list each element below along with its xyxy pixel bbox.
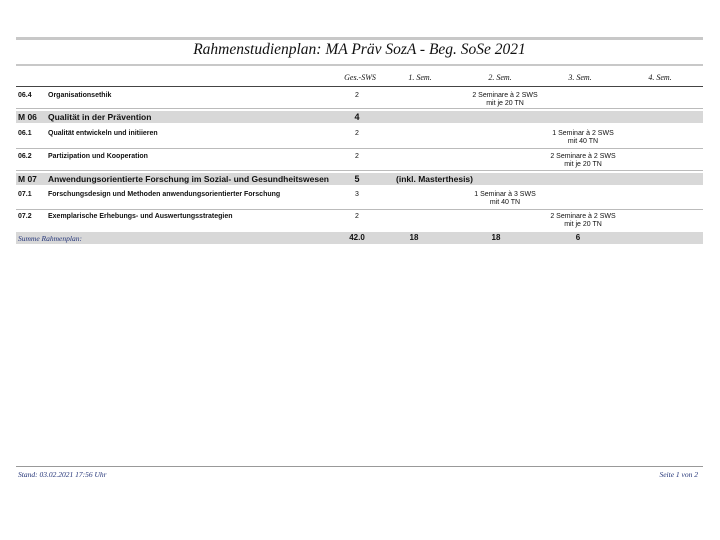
row-divider bbox=[16, 170, 703, 171]
header-sem4: 4. Sem. bbox=[648, 73, 672, 82]
module-header bbox=[16, 111, 703, 123]
title-rule bbox=[16, 64, 703, 66]
header-sws: Ges.-SWS bbox=[344, 73, 376, 82]
row-code: 06.4 bbox=[18, 92, 32, 99]
sem2-line2: mit 40 TN bbox=[489, 199, 521, 206]
sem3-line1: 1 Seminar à 2 SWS bbox=[552, 130, 614, 137]
row-code: 07.1 bbox=[18, 191, 32, 198]
sem2-line1: 1 Seminar à 3 SWS bbox=[474, 191, 536, 198]
module-header bbox=[16, 173, 703, 185]
summary-sws: 42.0 bbox=[349, 233, 365, 242]
row-sem3 bbox=[538, 213, 628, 229]
sem3-line1: 2 Seminare à 2 SWS bbox=[550, 213, 616, 220]
sem3-line2: mit je 20 TN bbox=[564, 161, 602, 168]
module-title: Anwendungsorientierte Forschung im Sozial- und Gesundheitswesen bbox=[48, 174, 330, 184]
row-sws: 2 bbox=[355, 153, 359, 160]
row-code: 07.2 bbox=[18, 213, 32, 220]
footer-page: Seite 1 von 2 bbox=[659, 470, 698, 479]
page-title: Rahmenstudienplan: MA Präv SozA - Beg. SoSe 2021 bbox=[193, 41, 526, 58]
sem2-line1: 2 Seminare à 2 SWS bbox=[472, 92, 538, 99]
sem2-line2: mit je 20 TN bbox=[486, 100, 524, 107]
row-code: 06.1 bbox=[18, 130, 32, 137]
module-code: M 07 bbox=[18, 174, 37, 184]
sem3-line1: 2 Seminare à 2 SWS bbox=[550, 153, 616, 160]
row-divider bbox=[16, 209, 703, 210]
row-sem3 bbox=[538, 153, 628, 169]
header-sem3: 3. Sem. bbox=[568, 73, 592, 82]
row-divider bbox=[16, 148, 703, 149]
module-sws: 4 bbox=[354, 112, 360, 122]
header-sem1: 1. Sem. bbox=[408, 73, 432, 82]
module-note: (inkl. Masterthesis) bbox=[396, 174, 473, 184]
row-title: Forschungsdesign und Methoden anwendungsorientierter Forschung bbox=[48, 191, 281, 198]
row-divider bbox=[16, 108, 703, 109]
row-title: Partizipation und Kooperation bbox=[48, 153, 148, 160]
summary-label: Summe Rahmenplan: bbox=[18, 234, 82, 243]
module-sws: 5 bbox=[354, 174, 360, 184]
row-sws: 2 bbox=[355, 130, 359, 137]
footer-rule bbox=[16, 466, 703, 467]
module-title: Qualität in der Prävention bbox=[48, 112, 152, 122]
footer-date: Stand: 03.02.2021 17:56 Uhr bbox=[18, 470, 107, 479]
row-title: Organisationsethik bbox=[48, 92, 112, 99]
header-sem2: 2. Sem. bbox=[488, 73, 512, 82]
row-title: Qualität entwickeln und initiieren bbox=[48, 130, 158, 137]
summary-sem2: 18 bbox=[491, 233, 501, 242]
sem3-line2: mit je 20 TN bbox=[564, 221, 602, 228]
row-sem2 bbox=[460, 191, 550, 207]
row-sws: 3 bbox=[355, 191, 359, 198]
summary-sem1: 18 bbox=[409, 233, 419, 242]
row-sws: 2 bbox=[355, 213, 359, 220]
row-sws: 2 bbox=[355, 92, 359, 99]
row-title: Exemplarische Erhebungs- und Auswertungsstrategien bbox=[48, 213, 233, 220]
row-code: 06.2 bbox=[18, 153, 32, 160]
summary-row bbox=[16, 232, 703, 244]
summary-sem3: 6 bbox=[575, 233, 581, 242]
top-rule bbox=[16, 37, 703, 40]
header-rule bbox=[16, 86, 703, 87]
row-sem2 bbox=[460, 92, 550, 108]
row-sem3 bbox=[538, 130, 628, 146]
module-code: M 06 bbox=[18, 112, 37, 122]
sem3-line2: mit 40 TN bbox=[567, 138, 599, 145]
